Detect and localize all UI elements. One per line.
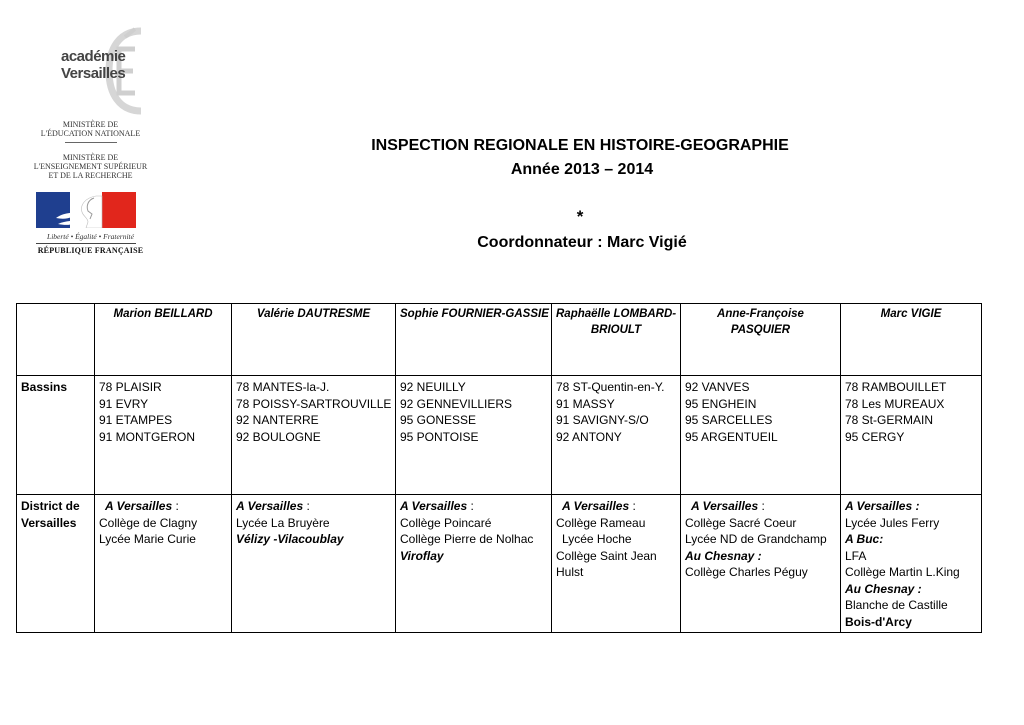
inspector-table bbox=[16, 303, 982, 633]
school-year: Année 2013 – 2014 bbox=[510, 161, 654, 178]
district-cell: A Versailles : Collège Poincaré Collège Pierre de Nolhac Viroflay bbox=[396, 495, 552, 633]
inspector-name: Raphaëlle LOMBARD- BRIOULT bbox=[552, 304, 681, 376]
inspector-name: Valérie DAUTRESME bbox=[232, 304, 396, 376]
ministry-higher-line1: MINISTÈRE DE bbox=[62, 153, 119, 162]
republic-name: RÉPUBLIQUE FRANÇAISE bbox=[37, 246, 144, 255]
district-place-label: Au Chesnay : bbox=[845, 581, 922, 596]
bassins-cell: 78 RAMBOUILLET 78 Les MUREAUX 78 St-GERMAIN 95 CERGY bbox=[841, 376, 982, 495]
bassins-row bbox=[17, 376, 982, 495]
district-place-label: Au Chesnay : bbox=[685, 548, 762, 563]
inspector-name: Sophie FOURNIER-GASSIE bbox=[396, 304, 552, 376]
inspector-name: Anne-Françoise PASQUIER bbox=[681, 304, 841, 376]
district-place-label: A Versailles bbox=[400, 499, 468, 513]
title-separator: * bbox=[576, 207, 584, 226]
district-cell: A Versailles : Collège Rameau Lycée Hoche Collège Saint Jean Hulst bbox=[552, 495, 681, 633]
district-cell: A Versailles : Collège de Clagny Lycée Marie Curie bbox=[95, 495, 232, 633]
ministry-higher-line2: L'ENSEIGNEMENT SUPÉRIEUR bbox=[33, 162, 148, 171]
district-place-label: A Buc: bbox=[845, 532, 884, 546]
district-place-label: A Versailles bbox=[105, 499, 173, 513]
district-row bbox=[17, 495, 982, 633]
bassins-cell: 78 PLAISIR 91 EVRY 91 ETAMPES 91 MONTGERON bbox=[95, 376, 232, 495]
row-label-district: District de Versailles bbox=[17, 495, 95, 633]
versailles-text: Versailles bbox=[61, 65, 126, 82]
district-town-label: Bois-d'Arcy bbox=[845, 614, 912, 629]
bassins-cell: 78 MANTES-la-J. 78 POISSY-SARTROUVILLE 92 NANTERRE 92 BOULOGNE bbox=[232, 376, 396, 495]
row-label-bassins: Bassins bbox=[17, 376, 95, 495]
ministry-education-line1: MINISTÈRE DE bbox=[62, 120, 119, 129]
corner-cell bbox=[17, 304, 95, 376]
document-title: INSPECTION REGIONALE EN HISTOIRE-GEOGRAPHIE bbox=[371, 137, 789, 154]
coordinator: Coordonnateur : Marc Vigié bbox=[477, 234, 687, 251]
district-cell: A Versailles : Lycée La Bruyère Vélizy -Vilacoublay bbox=[232, 495, 396, 633]
republic-motto: Liberté • Égalité • Fraternité bbox=[47, 232, 134, 241]
academie-versailles-logo bbox=[33, 20, 148, 120]
district-place-label: A Versailles : bbox=[845, 499, 920, 513]
inspector-name: Marc VIGIE bbox=[841, 304, 982, 376]
ministry-higher-line3: ET DE LA RECHERCHE bbox=[48, 171, 133, 180]
academie-text: académie bbox=[61, 48, 126, 65]
district-place-label: A Versailles bbox=[691, 499, 759, 513]
ministry-education-line2: L'ÉDUCATION NATIONALE bbox=[40, 129, 141, 138]
district-cell: A Versailles : Lycée Jules Ferry A Buc: LFA Collège Martin L.King Au Chesnay : Blanche de Castille Bois-d'Arcy bbox=[841, 495, 982, 633]
district-town-label: Viroflay bbox=[400, 548, 444, 563]
district-town-label: Vélizy -Vilacoublay bbox=[236, 532, 344, 546]
district-cell: A Versailles : Collège Sacré Coeur Lycée ND de Grandchamp Au Chesnay : Collège Charles Péguy bbox=[681, 495, 841, 633]
inspector-name: Marion BEILLARD bbox=[95, 304, 232, 376]
district-place-label: A Versailles bbox=[562, 499, 630, 513]
table-header-row bbox=[17, 304, 982, 376]
district-place-label: A Versailles bbox=[236, 499, 304, 513]
bassins-cell: 92 NEUILLY 92 GENNEVILLIERS 95 GONESSE 95 PONTOISE bbox=[396, 376, 552, 495]
bassins-cell: 92 VANVES 95 ENGHEIN 95 SARCELLES 95 ARGENTUEIL bbox=[681, 376, 841, 495]
bassins-cell: 78 ST-Quentin-en-Y. 91 MASSY 91 SAVIGNY-S/O 92 ANTONY bbox=[552, 376, 681, 495]
